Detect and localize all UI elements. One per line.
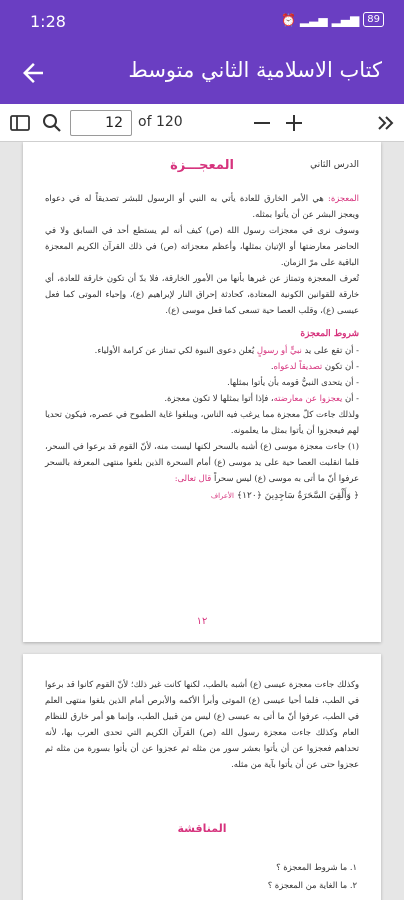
highlighted-term: المعجزة: <box>328 193 359 203</box>
paragraph <box>45 190 359 222</box>
double-chevron-right-icon[interactable] <box>374 111 398 135</box>
condition-text: - أن <box>342 393 359 403</box>
page-body <box>45 676 359 772</box>
question-list <box>268 858 357 894</box>
status-time: 1:28 <box>30 12 66 31</box>
status-icons <box>281 12 384 27</box>
battery-icon <box>363 12 384 27</box>
alarm-icon: ⏰ <box>280 12 296 27</box>
zoom-in-icon[interactable] <box>282 111 306 135</box>
highlighted-text: نبيٍّ أو رسولٍ <box>256 345 302 355</box>
pdf-page <box>23 142 381 642</box>
search-icon[interactable] <box>40 111 64 135</box>
app-bar <box>0 44 404 104</box>
condition-text: ، فإذا أتوا بمثلها لا تكون معجزة. <box>164 393 274 403</box>
page-number: ١٢ <box>196 616 208 627</box>
battery-level: 89 <box>367 14 380 25</box>
paragraph: ولذلك جاءت كلّ معجزة مما يرغب فيه الناس، ويبلغوا غاية الطموح في عصره، فيكون تحديا لهم فيعجزوا أن يأتوا بمثل ما يعلمونه. <box>45 409 359 435</box>
quran-verse <box>45 488 359 504</box>
question-item: ١. ما شروط المعجزة ؟ <box>276 862 357 872</box>
lesson-label: الدرس الثاني <box>310 160 359 170</box>
verse-reference: الأعراف <box>210 492 234 500</box>
paragraph: تُعرف المعجزة وتمتاز عن غيرها بأنها من الأمور الخارقة، فلا بدّ أن تكون خارقة للعادة، أي خارقة للقوانين الكونية المعتادة، كحادثة إحراق النار لإبراهيم (ع)، وإحياء الموتى كما فعل عيسى (ع)، وقلب العصا حية تسعى كما فعل موسى (ع). <box>45 273 359 315</box>
back-arrow-icon[interactable] <box>18 58 48 88</box>
verse-text: ﴿ وَأَلْقِيَ السَّحَرَةُ سَاجِدِينَ ﴿١٢٠﴾ <box>236 491 359 501</box>
paragraph-text: (١) جاءت معجزة موسى (ع) أشبه بالسحر لكنها ليست منه، لأنّ القوم قد برعوا في السحر، فلما انقلبت العصا حية على يد موسى (ع) أمام السحرة الذين بلغوا منتهى المعرفة بالسحر عرفوا أنّ ما أتى به موسى (ع) ليس سحراً <box>45 441 359 483</box>
highlighted-text: تصديقاً لدعواه <box>273 361 323 371</box>
page-header <box>45 156 359 176</box>
condition-text: يُعلن دعوى النبوة لكي تمتاز عن كرامة الأولياء. <box>94 345 257 355</box>
lesson-title: المعجـــزة <box>170 158 234 173</box>
signal-icon: ▂▃▅ <box>299 12 328 27</box>
condition-item <box>45 342 359 358</box>
subheading: شروط المعجزة <box>300 329 359 339</box>
highlighted-text: يعجزوا عن معارضته <box>273 393 343 403</box>
highlighted-text: قال تعالى: <box>174 473 212 483</box>
condition-item <box>45 390 359 406</box>
sidebar-toggle-icon[interactable] <box>8 111 32 135</box>
condition-text: - أن تقع على يد <box>301 345 359 355</box>
page-number-input[interactable]: 12 <box>70 110 132 136</box>
pdf-page <box>23 654 381 900</box>
status-bar <box>0 0 404 44</box>
question-item: ٢. ما الغاية من المعجزة ؟ <box>267 880 357 890</box>
page-count-label: of 120 <box>138 114 183 130</box>
condition-item: - أن يتحدى النبيُّ قومه بأن يأتوا بمثلها. <box>227 377 359 387</box>
paragraph: وسوف نرى في معجزات رسول الله (ص) كيف أنه لم يستطع أحد في السابق ولا في الحاضر معارضتها أو الإتيان بمثلها، وأعظم معجزاته (ص) في ذلك القرآن الكريم المعجزة الباقية على مرّ الزمان. <box>45 225 359 267</box>
wifi-icon: ▂▄▆ <box>331 12 360 27</box>
zoom-out-icon[interactable] <box>250 111 274 135</box>
condition-text: . <box>270 361 274 371</box>
page-title: كتاب الاسلامية الثاني متوسط <box>128 58 382 82</box>
pdf-toolbar <box>0 104 404 142</box>
condition-text: - أن تكون <box>322 361 359 371</box>
condition-item <box>45 358 359 374</box>
section-heading: المناقشة <box>177 822 227 835</box>
paragraph: وكذلك جاءت معجزة عيسى (ع) أشبه بالطب، لكنها كانت غير ذلك؛ لأنّ القوم كانوا قد برعوا في الطب، فلما أحيا عيسى (ع) الموتى وأبرأ الأكمه والأبرص أمام الذين بلغوا منتهى العلم في الطب، عرفوا أنّ ما أتى به عيسى (ع) ليس من قبيل الطب، وإنما هو أمر خارق للنظام العام وكذلك جاءت معجزة رسول الله (ص) القرآن الكريم التي تحدى العرب بها، لأنه تحداهم فعجزوا عن أن يأتوا بعشر سور من مثله ثم عجزوا عن أن يأتوا بسورة من مثله ثم عجزوا حتى عن أن يأتوا بآية من مثله. <box>45 679 359 769</box>
page-body <box>45 190 359 504</box>
paragraph <box>45 438 359 486</box>
document-viewer[interactable] <box>0 142 404 900</box>
paragraph-text: هي الأمر الخارق للعادة يأتي به النبي أو الرسول للبشر تصديقاً له في دعواه ويعجز البشر عن أن يأتوا بمثله. <box>45 193 359 219</box>
